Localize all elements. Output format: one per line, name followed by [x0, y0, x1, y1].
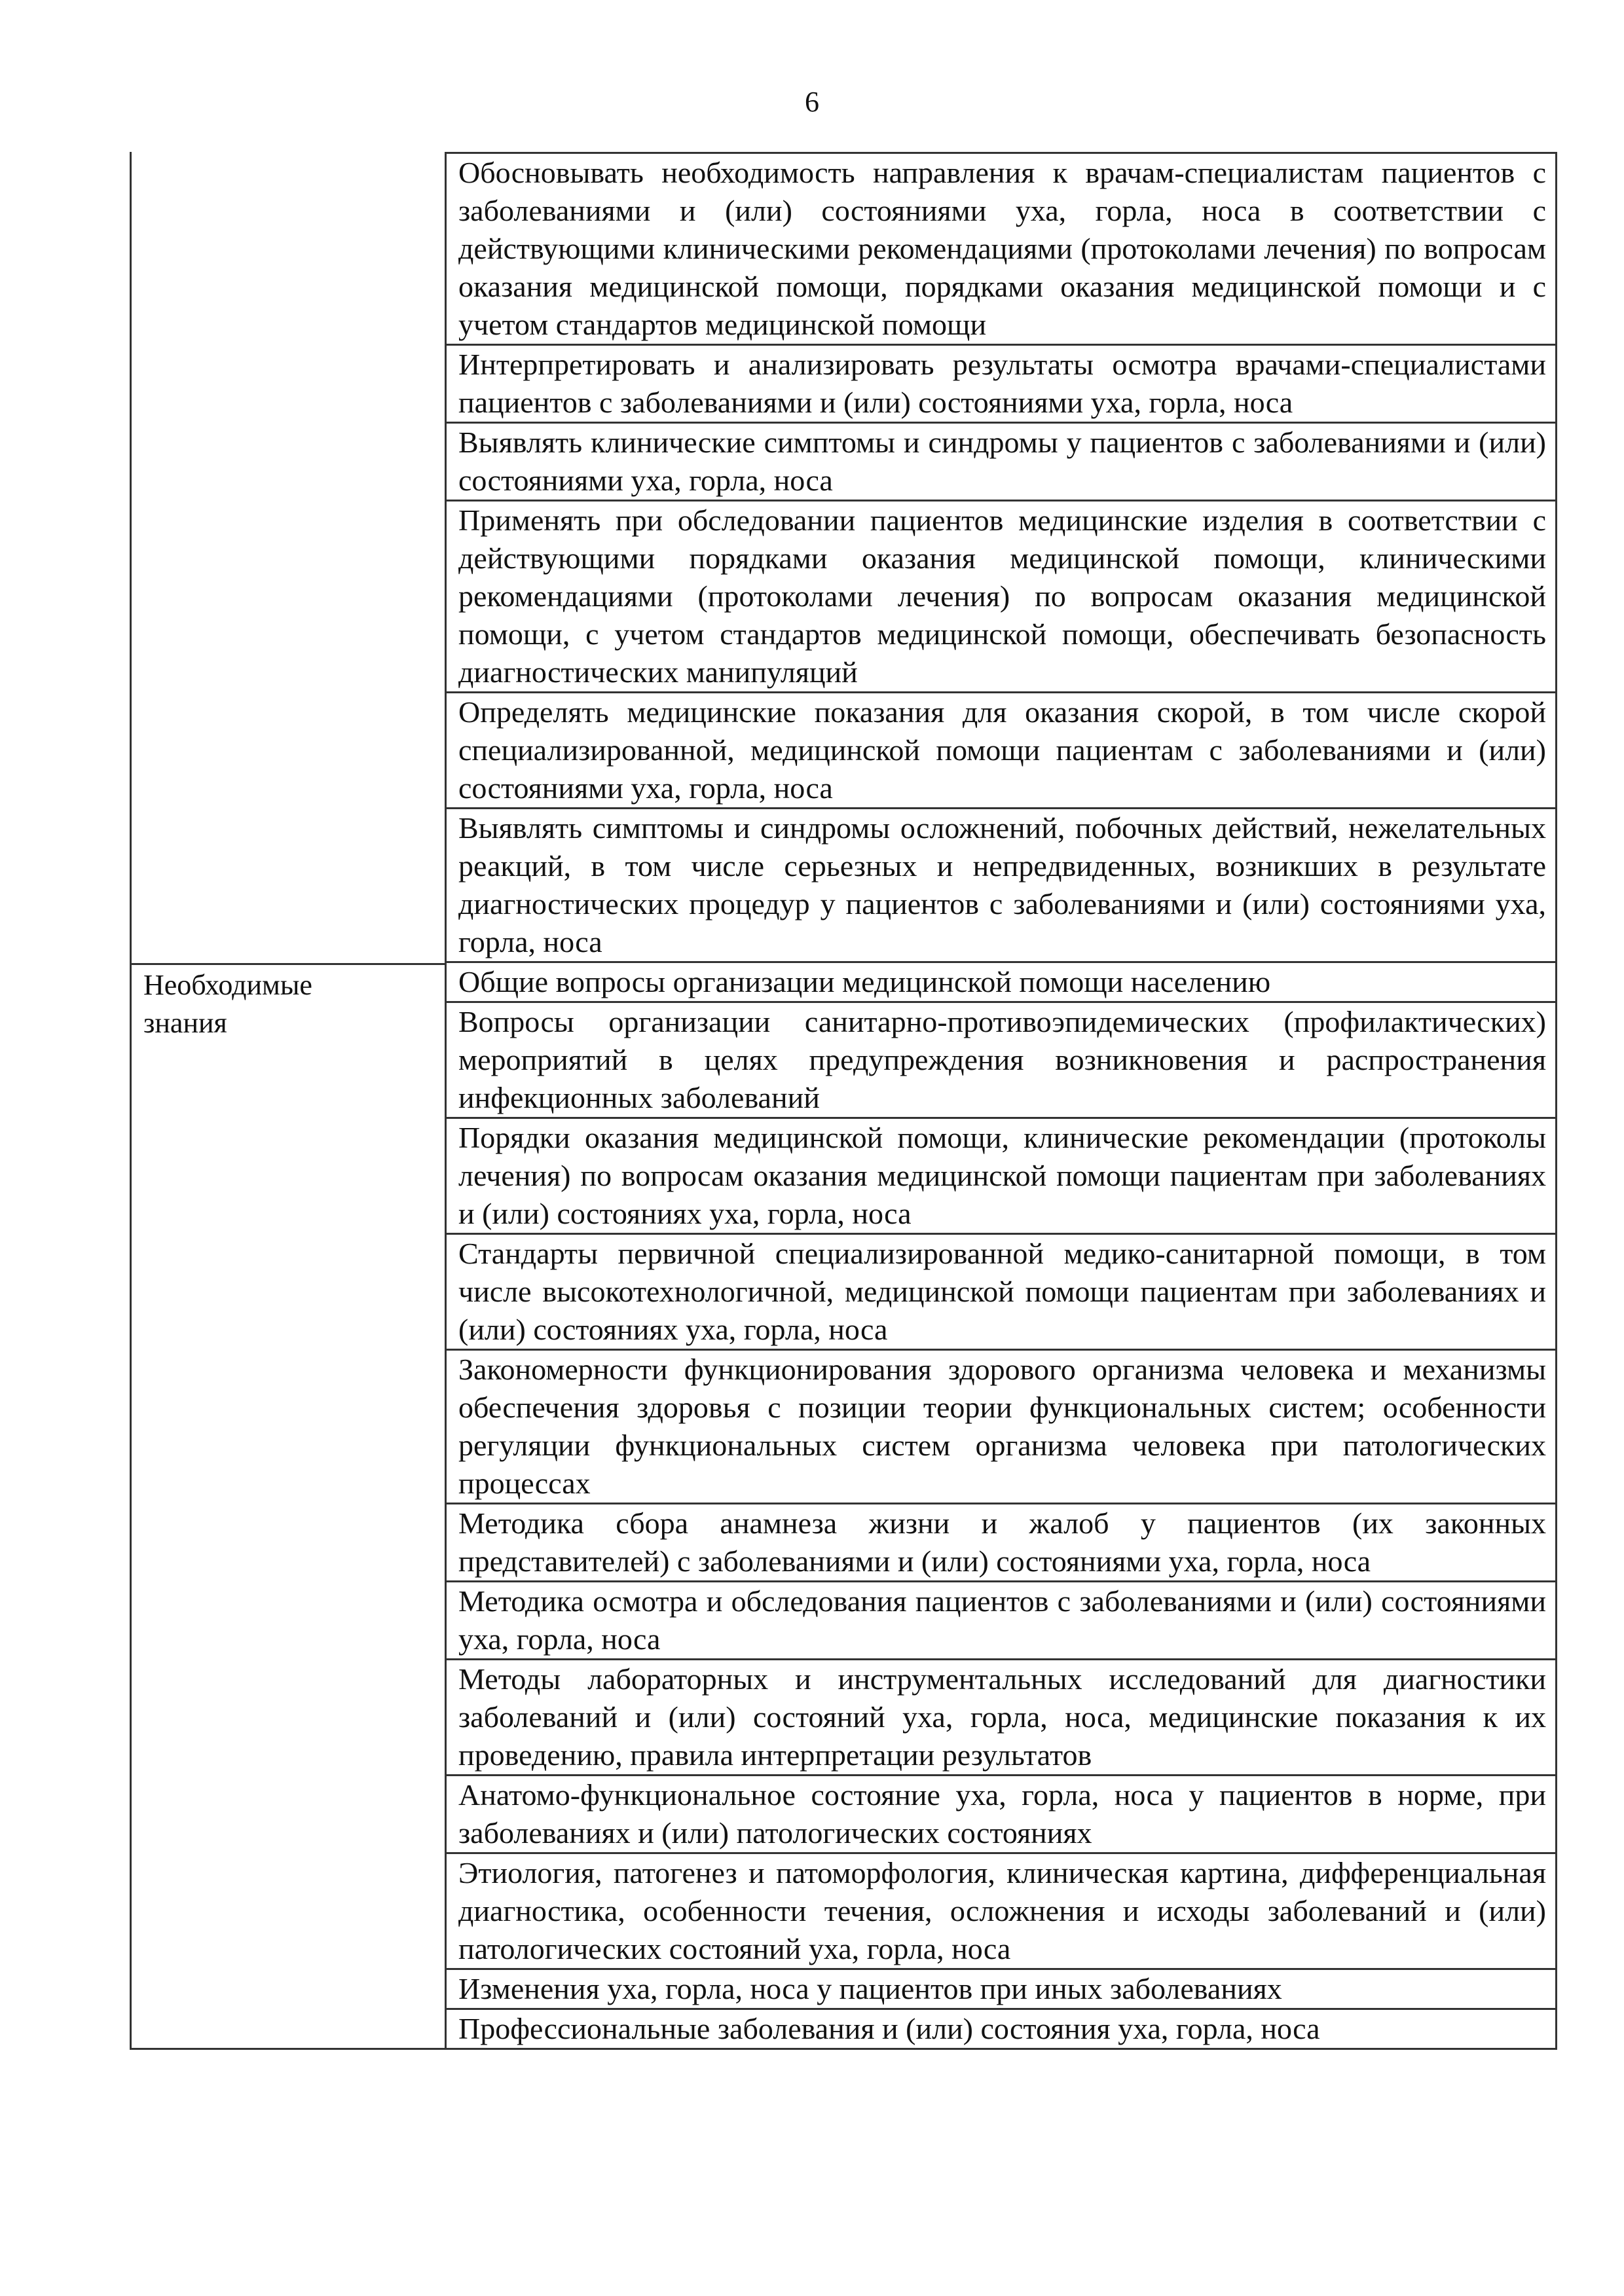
table-row: Обосновывать необходимость направления к врачам-специалистам пациентов с заболеваниями и (или) состояниями уха, горла, носа в соответствии с действующими клиническими рекомендациями (протоколами лечения) по вопросам оказания медицинской помощи, порядками оказания медицинской помощи и с учетом стандартов медицинской помощи: [447, 152, 1557, 346]
table-row: Выявлять симптомы и синдромы осложнений, побочных действий, нежелательных реакций, в том числе серьезных и непредвиденных, возникших в результате диагностических процедур у пациентов с заболеваниями и (или) состояниями уха, горла, носа: [447, 809, 1557, 963]
skills-label-cell: [130, 152, 447, 963]
table-row: Профессиональные заболевания и (или) состояния уха, горла, носа: [447, 2010, 1557, 2050]
table-row: Методика сбора анамнеза жизни и жалоб у пациентов (их законных представителей) с заболеваниями и (или) состояниями уха, горла, носа: [447, 1504, 1557, 1582]
table-row: Общие вопросы организации медицинской помощи населению: [447, 963, 1557, 1003]
table-row: Выявлять клинические симптомы и синдромы у пациентов с заболеваниями и (или) состояниями уха, горла, носа: [447, 424, 1557, 501]
page-number: 6: [805, 86, 819, 118]
table-row: Анатомо-функциональное состояние уха, горла, носа у пациентов в норме, при заболеваниях и (или) патологических состояниях: [447, 1776, 1557, 1854]
table-row: Методы лабораторных и инструментальных исследований для диагностики заболеваний и (или) состояний уха, горла, носа, медицинские показания к их проведению, правила интерпретации результатов: [447, 1660, 1557, 1776]
table-row: Интерпретировать и анализировать результаты осмотра врачами-специалистами пациентов с заболеваниями и (или) состояниями уха, горла, носа: [447, 346, 1557, 424]
skills-rows: [447, 152, 1557, 963]
table-row: Методика осмотра и обследования пациентов с заболеваниями и (или) состояниями уха, горла, носа: [447, 1582, 1557, 1660]
table-row: Порядки оказания медицинской помощи, клинические рекомендации (протоколы лечения) по вопросам оказания медицинской помощи пациентам при заболеваниях и (или) состояниях уха, горла, носа: [447, 1119, 1557, 1235]
table-row: Закономерности функционирования здорового организма человека и механизмы обеспечения здоровья с позиции теории функциональных систем; особенности регуляции функциональных систем организма человека при патологических процессах: [447, 1351, 1557, 1504]
skills-section: [130, 152, 1557, 963]
knowledge-rows: [447, 963, 1557, 2050]
knowledge-section: [130, 963, 1557, 2050]
table-row: Вопросы организации санитарно-противоэпидемических (профилактических) мероприятий в целях предупреждения возникновения и распространения инфекционных заболеваний: [447, 1003, 1557, 1119]
table-row: Стандарты первичной специализированной медико-санитарной помощи, в том числе высокотехнологичной, медицинской помощи пациентам при заболеваниях и (или) состояниях уха, горла, носа: [447, 1235, 1557, 1351]
table-row: Применять при обследовании пациентов медицинские изделия в соответствии с действующими порядками оказания медицинской помощи, клиническими рекомендациями (протоколами лечения) по вопросам оказания медицинской помощи, с учетом стандартов медицинской помощи, обеспечивать безопасность диагностических манипуляций: [447, 501, 1557, 693]
table-row: Изменения уха, горла, носа у пациентов при иных заболеваниях: [447, 1970, 1557, 2010]
knowledge-label-line1: Необходимые: [143, 969, 312, 1001]
table-row: Определять медицинские показания для оказания скорой, в том числе скорой специализированной, медицинской помощи пациентам с заболеваниями и (или) состояниями уха, горла, носа: [447, 693, 1557, 809]
competency-table: [130, 152, 1557, 2050]
knowledge-label-line2: знания: [143, 1007, 227, 1039]
table-row: Этиология, патогенез и патоморфология, клиническая картина, дифференциальная диагностика, особенности течения, осложнения и исходы заболеваний и (или) патологических состояний уха, горла, носа: [447, 1854, 1557, 1970]
knowledge-label-cell: [130, 963, 447, 2050]
